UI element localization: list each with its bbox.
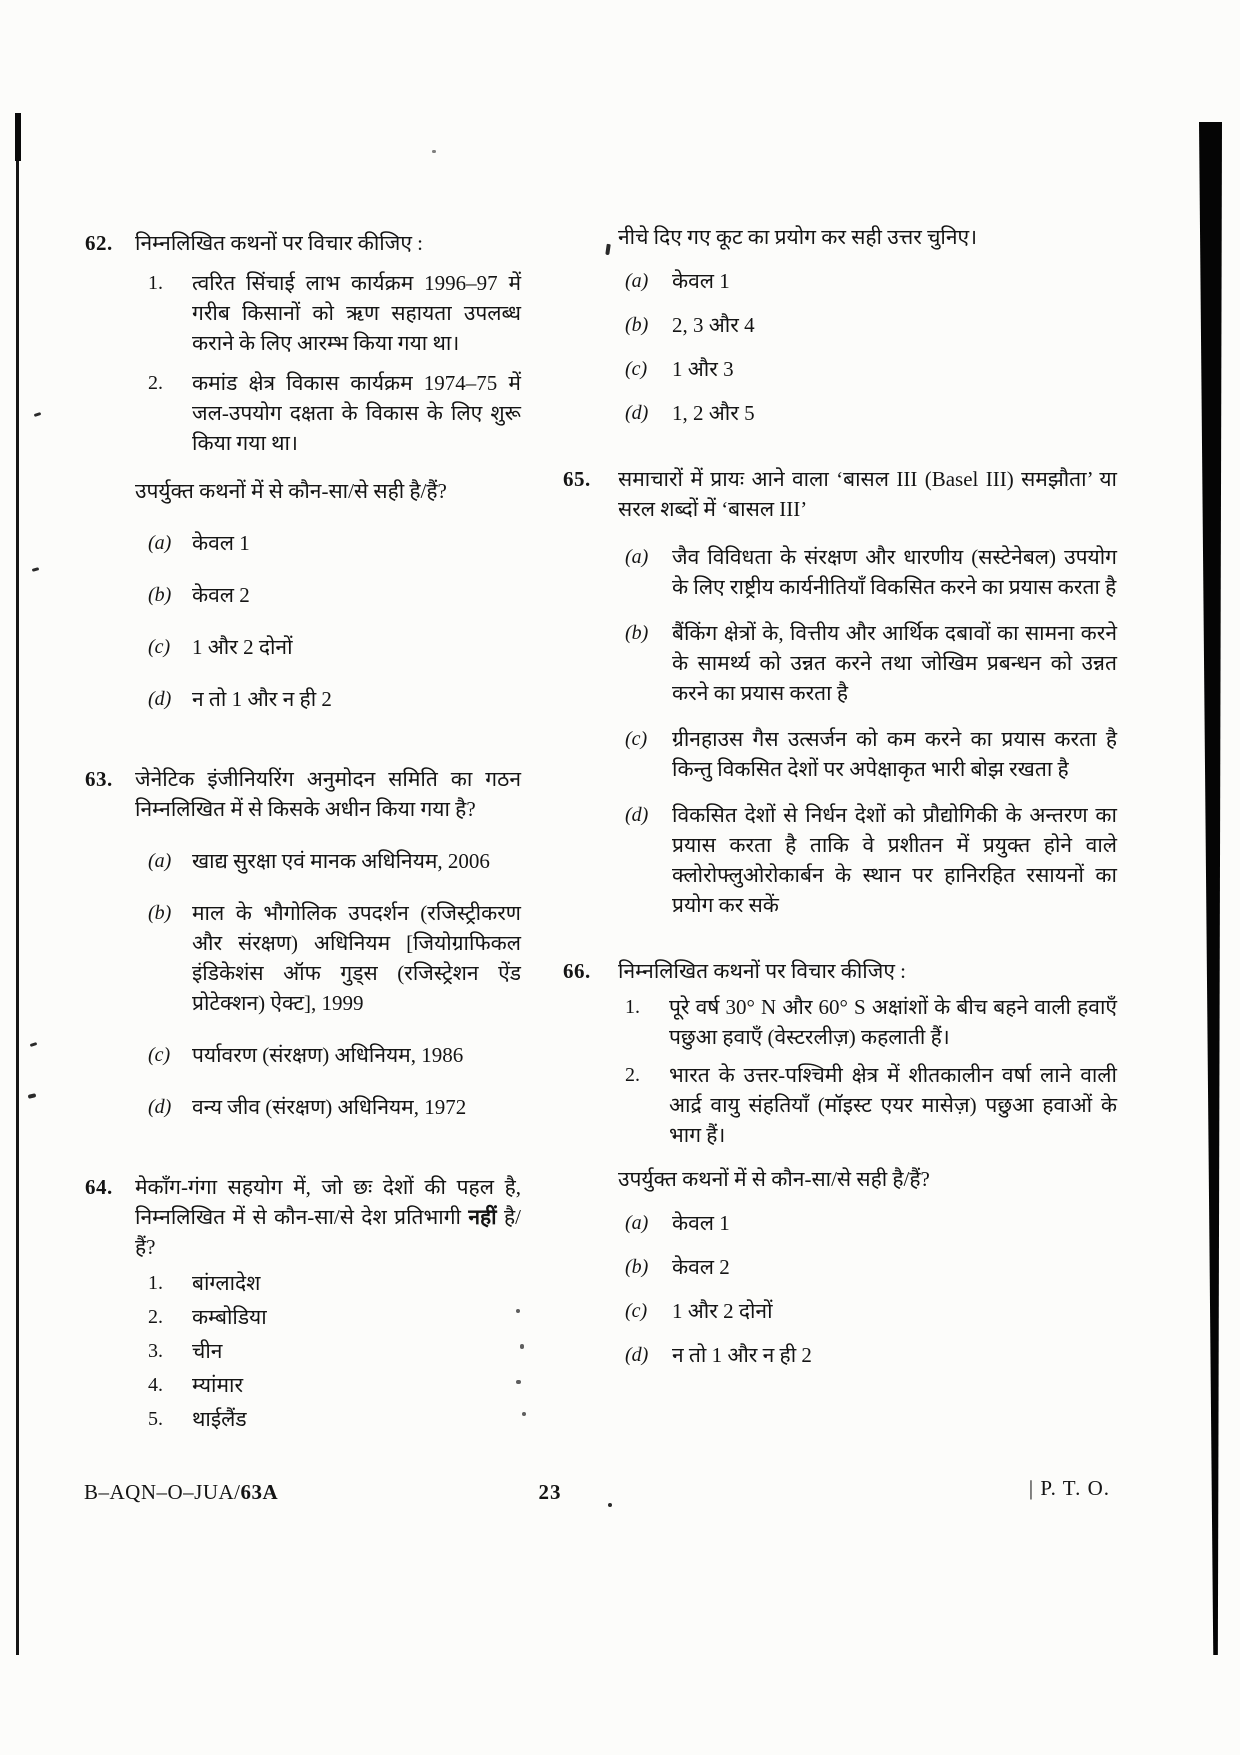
question-64-list-item-5: [135, 1404, 521, 1434]
question-63-number: 63.: [85, 767, 113, 791]
question-62-option-a: [135, 528, 521, 558]
question-62-option-d: [135, 684, 521, 714]
question-63-intro: जेनेटिक इंजीनियरिंग अनुमोदन समिति का गठन निम्नलिखित में से किसके अधीन किया गया है?: [135, 767, 521, 821]
option-text: 1 और 2 दोनों: [192, 635, 293, 659]
option-label: (a): [148, 532, 172, 554]
question-66-number: 66.: [563, 959, 591, 983]
option-text: बैंकिंग क्षेत्रों के, वित्तीय और आर्थिक दबावों का सामना करने के सामर्थ्य को उन्नत करने तथा जोखिम प्रबन्धन को उन्नत करने का प्रयास करता है: [672, 621, 1117, 705]
question-66-option-d: [618, 1340, 1117, 1370]
question-62-option-c: [135, 632, 521, 662]
statement-text: त्वरित सिंचाई लाभ कार्यक्रम 1996–97 में गरीब किसानों को ऋण सहायता उपलब्ध कराने के लिए आरम्भ किया गया था।: [192, 271, 521, 355]
question-63-option-a: [135, 846, 521, 876]
option-label: (a): [625, 1212, 649, 1234]
stray-mark: [522, 1412, 526, 1416]
booklet-code: [84, 1480, 278, 1505]
option-label: (d): [625, 1344, 649, 1366]
question-64: [85, 1172, 521, 1262]
question-66-statement-2: [618, 1060, 1117, 1150]
option-label: (a): [625, 270, 649, 292]
statement-text: कमांड क्षेत्र विकास कार्यक्रम 1974–75 में जल-उपयोग दक्षता के विकास के लिए शुरू किया गया था।: [192, 371, 521, 455]
question-62-intro: निम्नलिखित कथनों पर विचार कीजिए :: [135, 231, 424, 255]
question-62-number: 62.: [85, 231, 113, 255]
statement-number: 1.: [148, 272, 163, 294]
list-text: बांग्लादेश: [192, 1271, 261, 1295]
question-64-list-item-2: [135, 1302, 521, 1332]
option-label: (b): [625, 622, 649, 644]
question-65-option-b: [618, 618, 1117, 708]
list-number: 3.: [148, 1340, 163, 1362]
option-text: पर्यावरण (संरक्षण) अधिनियम, 1986: [192, 1043, 464, 1067]
option-text: 1 और 2 दोनों: [672, 1299, 773, 1323]
question-65-option-d: [618, 800, 1117, 920]
booklet-code-series: 63A: [240, 1480, 279, 1504]
option-text: वन्य जीव (संरक्षण) अधिनियम, 1972: [192, 1095, 467, 1119]
option-text: न तो 1 और न ही 2: [672, 1343, 812, 1367]
list-number: 1.: [148, 1272, 163, 1294]
statement-number: 2.: [148, 372, 163, 394]
question-64-option-a: [618, 266, 1117, 296]
question-64-list-item-3: [135, 1336, 521, 1366]
question-63: [85, 764, 521, 824]
right-column: [563, 222, 1117, 1370]
stray-mark: [34, 412, 42, 417]
option-label: (d): [625, 804, 649, 826]
stray-mark: [32, 567, 40, 572]
statement-text: भारत के उत्तर-पश्चिमी क्षेत्र में शीतकालीन वर्षा लाने वाली आर्द्र वायु संहतियाँ (मॉइस्ट एयर मासेज़) पछुआ हवाओं के भाग हैं।: [669, 1063, 1117, 1147]
left-column: [85, 228, 521, 1434]
option-text: केवल 1: [192, 531, 250, 555]
list-number: 2.: [148, 1306, 163, 1328]
page-footer: [0, 1476, 1240, 1514]
option-text: केवल 2: [672, 1255, 730, 1279]
option-text: खाद्य सुरक्षा एवं मानक अधिनियम, 2006: [192, 849, 490, 873]
option-text: केवल 1: [672, 1211, 730, 1235]
question-66-option-b: [618, 1252, 1117, 1282]
question-62: [85, 228, 521, 258]
question-64-code-intro: नीचे दिए गए कूट का प्रयोग कर सही उत्तर चुनिए।: [618, 225, 978, 249]
option-text: न तो 1 और न ही 2: [192, 687, 332, 711]
pto-label: | P. T. O.: [1028, 1476, 1110, 1500]
option-text: केवल 1: [672, 269, 730, 293]
question-62-prompt: उपर्युक्त कथनों में से कौन-सा/से सही है/हैं?: [135, 479, 447, 503]
option-label: (c): [625, 358, 648, 380]
list-number: 4.: [148, 1374, 163, 1396]
list-number: 5.: [148, 1408, 163, 1430]
option-label: (d): [148, 1096, 172, 1118]
statement-number: 2.: [625, 1064, 640, 1086]
option-label: (c): [625, 728, 648, 750]
question-63-option-c: [135, 1040, 521, 1070]
question-64-list-item-4: [135, 1370, 521, 1400]
option-text: 2, 3 और 4: [672, 313, 755, 337]
question-65-number: 65.: [563, 467, 591, 491]
question-64-number: 64.: [85, 1175, 113, 1199]
question-64-option-b: [618, 310, 1117, 340]
scan-left-margin-line-thick: [15, 113, 21, 161]
question-66-prompt: उपर्युक्त कथनों में से कौन-सा/से सही है/हैं?: [618, 1167, 930, 1191]
option-text: ग्रीनहाउस गैस उत्सर्जन को कम करने का प्रयास करता है किन्तु विकसित देशों पर अपेक्षाकृत भारी बोझ रखता है: [672, 727, 1117, 781]
question-65: [563, 464, 1117, 524]
scan-left-margin-line: [16, 113, 19, 1655]
question-64-intro: [135, 1172, 521, 1262]
option-label: (d): [625, 402, 649, 424]
stray-mark: [28, 1093, 37, 1099]
question-64-option-c: [618, 354, 1117, 384]
question-64-intro-lead: मेकाँग-गंगा सहयोग में, जो छः देशों की पहल है, निम्नलिखित में से कौन-सा/से देश प्रतिभागी: [135, 1175, 521, 1229]
stray-mark: [432, 150, 436, 153]
option-text: केवल 2: [192, 583, 250, 607]
option-text: 1 और 3: [672, 357, 734, 381]
question-65-option-a: [618, 542, 1117, 602]
question-64-intro-emphasis: नहीं: [468, 1205, 497, 1229]
question-63-option-b: [135, 898, 521, 1018]
statement-number: 1.: [625, 996, 640, 1018]
option-label: (c): [148, 1044, 171, 1066]
list-text: म्यांमार: [192, 1373, 244, 1397]
question-62-option-b: [135, 580, 521, 610]
option-label: (b): [148, 584, 172, 606]
question-65-intro: समाचारों में प्रायः आने वाला ‘बासल III (Basel III) समझौता’ या सरल शब्दों में ‘बासल III’: [618, 467, 1117, 521]
booklet-code-prefix: B–AQN–O–JUA/: [84, 1480, 241, 1504]
option-label: (b): [625, 1256, 649, 1278]
option-label: (a): [148, 850, 172, 872]
question-62-statement-2: [135, 368, 521, 458]
option-text: विकसित देशों से निर्धन देशों को प्रौद्योगिकी के अन्तरण का प्रयास करता है ताकि वे प्रशीतन में प्रयुक्त होने वाले क्लोरोफ्लुओरोकार्बन के स्थान पर हानिरहित रसायनों का प्रयोग कर सकें: [672, 803, 1117, 917]
option-label: (a): [625, 546, 649, 568]
option-text: 1, 2 और 5: [672, 401, 755, 425]
option-text: माल के भौगोलिक उपदर्शन (रजिस्ट्रीकरण और संरक्षण) अधिनियम [जियोग्राफिकल इंडिकेशंस ऑफ गुड्स (रजिस्ट्रेशन ऐंड प्रोटेक्शन) ऐक्ट], 1999: [192, 901, 521, 1015]
option-label: (b): [148, 902, 172, 924]
question-66-intro: निम्नलिखित कथनों पर विचार कीजिए :: [618, 959, 907, 983]
question-64-option-d: [618, 398, 1117, 428]
option-label: (c): [148, 636, 171, 658]
option-label: (b): [625, 314, 649, 336]
question-65-option-c: [618, 724, 1117, 784]
question-66-option-c: [618, 1296, 1117, 1326]
question-64-list-item-1: [135, 1268, 521, 1298]
option-text: जैव विविधता के संरक्षण और धारणीय (सस्टेनेबल) उपयोग के लिए राष्ट्रीय कार्यनीतियाँ विकसित करने का प्रयास करता है: [672, 545, 1117, 599]
question-66-option-a: [618, 1208, 1117, 1238]
option-label: (d): [148, 688, 172, 710]
statement-text: पूरे वर्ष 30° N और 60° S अक्षांशों के बीच बहने वाली हवाएँ पछुआ हवाएँ (वेस्टरलीज़) कहलाती हैं।: [669, 995, 1117, 1049]
list-text: कम्बोडिया: [192, 1305, 267, 1329]
question-62-statement-1: [135, 268, 521, 358]
question-64-intro-tail: है/हैं?: [135, 1205, 521, 1259]
list-text: चीन: [192, 1339, 223, 1363]
option-label: (c): [625, 1300, 648, 1322]
page-number: 23: [538, 1480, 562, 1504]
scan-right-edge-bar: [1199, 122, 1222, 1655]
question-66-statement-1: [618, 992, 1117, 1052]
question-63-option-d: [135, 1092, 521, 1122]
question-66: [563, 956, 1117, 986]
stray-mark: [30, 1042, 38, 1047]
list-text: थाईलैंड: [192, 1407, 247, 1431]
